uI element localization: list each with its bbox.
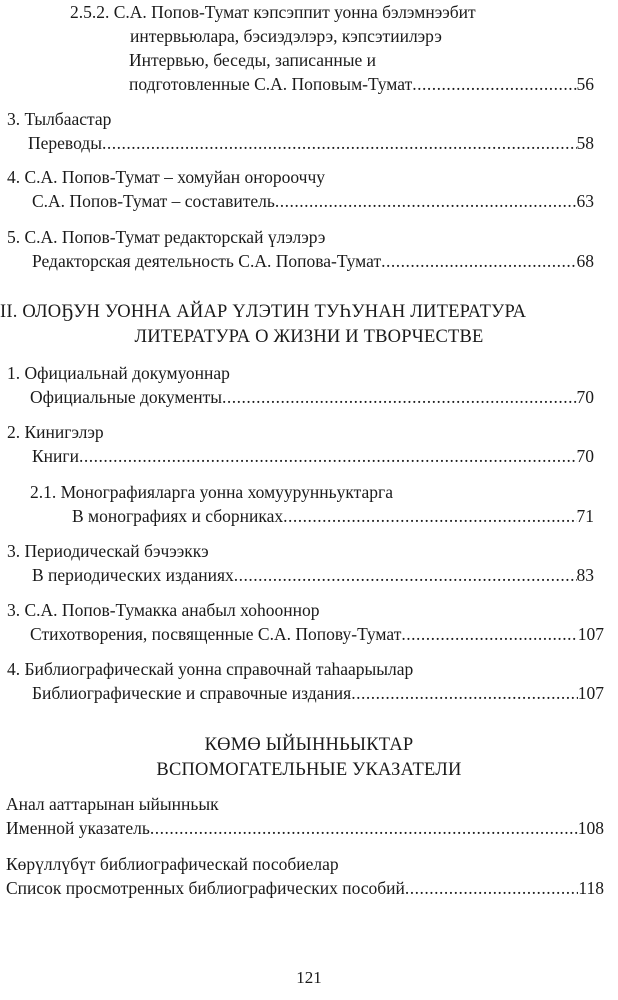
page-number: 107 [577, 624, 604, 644]
toc-entry-title: Книги [32, 446, 79, 466]
dot-leader [234, 563, 577, 587]
toc-entry-yakut-line: 2.1. Монографияларга уонна хомуурунньуктарга [30, 482, 393, 502]
toc-entry-yakut-line: Көрүллүбүт библиографическай пособиелар [6, 854, 339, 874]
toc-entry-aux-1 [6, 792, 604, 840]
toc-entry-aux-2 [6, 852, 604, 900]
section-heading-yakut: КӨМӨ ЫЙЫННЬЫКТАР [204, 735, 414, 755]
section-heading-russian: ЛИТЕРАТУРА О ЖИЗНИ И ТВОРЧЕСТВЕ [134, 327, 484, 347]
dot-leader [79, 444, 577, 468]
page-number: 70 [576, 446, 594, 466]
page-number: 118 [578, 878, 604, 898]
page-number: 107 [577, 683, 604, 703]
page-number: 56 [576, 74, 594, 94]
toc-entry-russian-line [7, 622, 604, 646]
toc-entry-3 [7, 107, 594, 155]
dot-leader [150, 816, 578, 840]
toc-entry-yakut-line: 5. С.А. Попов-Тумат редакторскай үлэлэрэ [7, 227, 326, 247]
page-number: 63 [576, 191, 594, 211]
toc-entry-russian-line [7, 249, 594, 273]
toc-entry-title: С.А. Попов-Тумат – составитель [32, 191, 275, 211]
toc-entry-title: Переводы [28, 133, 102, 153]
section-heading-aux [0, 733, 618, 783]
toc-entry-2-5-2 [70, 0, 594, 96]
dot-leader [405, 876, 578, 900]
toc-entry-yakut-line: 4. Библиографическай уонна справочнай таһаарыылар [7, 659, 414, 679]
dot-leader [381, 249, 576, 273]
toc-entry-russian-line [70, 72, 594, 96]
toc-entry-russian-line [6, 816, 604, 840]
toc-entry-russian-line [7, 189, 594, 213]
toc-entry-russian-line [7, 444, 594, 468]
dot-leader [401, 622, 577, 646]
page-number: 83 [576, 565, 594, 585]
toc-entry-title: Именной указатель [6, 818, 150, 838]
toc-entry-yakut-line: 4. С.А. Попов-Тумат – хомуйан оҥорооччу [7, 167, 326, 187]
toc-entry-title: Список просмотренных библиографических пособий [6, 878, 405, 898]
toc-entry-russian-line [30, 504, 594, 528]
dot-leader [412, 72, 576, 96]
page-number: 70 [576, 387, 594, 407]
page-number: 71 [576, 506, 594, 526]
toc-entry-s2-3 [7, 539, 594, 587]
toc-entry-title: Стихотворения, посвященные С.А. Попову-Тумат [30, 624, 402, 644]
toc-entry-title: Официальные документы [30, 387, 223, 407]
dot-leader [102, 131, 577, 155]
toc-entry-russian-line [7, 131, 594, 155]
toc-entry-s2-2 [7, 420, 594, 468]
toc-entry-title: В монографиях и сборниках [72, 506, 284, 526]
toc-entry-title: подготовленные С.А. Поповым-Тумат [129, 74, 413, 94]
dot-leader [351, 681, 578, 705]
toc-entry-russian-line [6, 876, 604, 900]
dot-leader [222, 385, 576, 409]
toc-entry-s2-1 [7, 361, 594, 409]
toc-entry-s2-2-1 [30, 480, 594, 528]
toc-entry-title: Редакторская деятельность С.А. Попова-Тумат [32, 251, 382, 271]
dot-leader [275, 189, 577, 213]
toc-entry-s2-3b [7, 598, 604, 646]
section-heading-russian: ВСПОМОГАТЕЛЬНЫЕ УКАЗАТЕЛИ [156, 760, 462, 780]
toc-entry-title: В периодических изданиях [32, 565, 234, 585]
page-number: 68 [576, 251, 594, 271]
toc-entry-4 [7, 165, 594, 213]
toc-entry-yakut-line: 2. Кинигэлэр [7, 422, 104, 442]
toc-entry-yakut-line: 2.5.2. С.А. Попов-Тумат кэпсэппит уонна бэлэмнээбит [70, 2, 476, 22]
toc-entry-russian-line [7, 385, 594, 409]
toc-entry-yakut-line: 3. С.А. Попов-Тумакка анабыл хоһооннор [7, 600, 320, 620]
dot-leader [283, 504, 576, 528]
toc-entry-yakut-line: 1. Официальнай докумуоннар [7, 363, 230, 383]
page-number: 58 [576, 133, 594, 153]
toc-entry-russian-line [7, 681, 604, 705]
toc-entry-russian-line [7, 563, 594, 587]
toc-entry-yakut-line: 3. Периодическай бэчээккэ [7, 541, 209, 561]
toc-entry-yakut-line: 3. Тылбаастар [7, 109, 112, 129]
section-heading-2 [0, 300, 618, 350]
page-number: 108 [577, 818, 604, 838]
page-folio-number: 121 [296, 968, 322, 987]
toc-entry-title: Библиографические и справочные издания [32, 683, 352, 703]
toc-entry-yakut-line: Анал ааттарынан ыйынньык [6, 794, 219, 814]
section-heading-yakut: II. ОЛОҔУН УОННА АЙАР ҮЛЭТИН ТУҺУНАН ЛИТЕРАТУРА [0, 302, 527, 322]
toc-entry-yakut-line: интервьюлара, бэсиэдэлэрэ, кэпсэтиилэрэ [130, 26, 442, 46]
toc-entry-s2-4 [7, 657, 604, 705]
toc-entry-russian-line: Интервью, беседы, записанные и [129, 50, 376, 70]
toc-entry-5 [7, 225, 594, 273]
